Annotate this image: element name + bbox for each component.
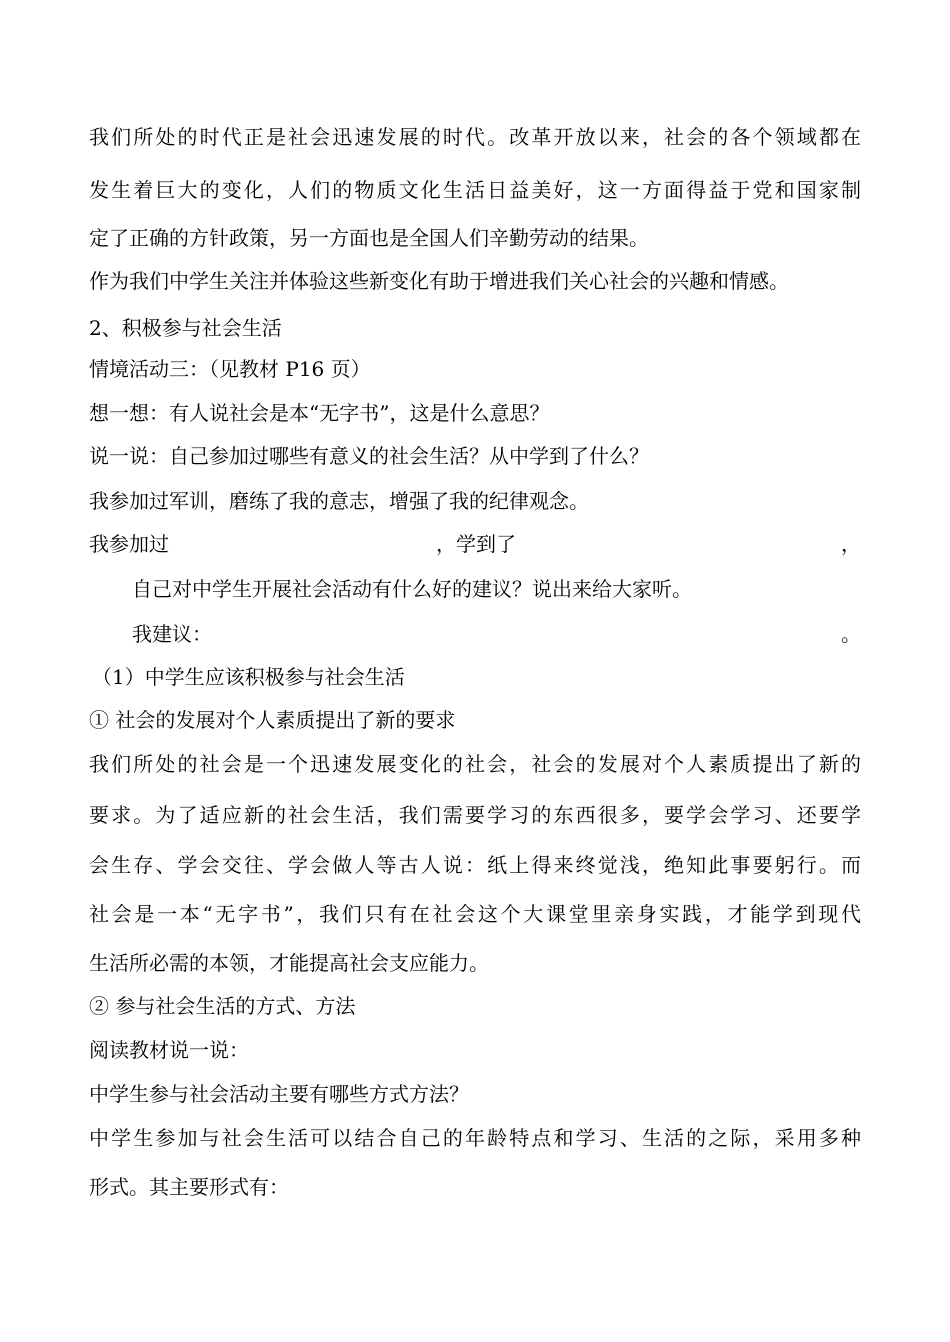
para-line-4: 社会是一本“无字书”，我们只有在社会这个大课堂里亲身实践，才能学到现代 [89,902,861,926]
think-prompt: 想一想：有人说社会是本“无字书”，这是什么意思？ [89,401,550,425]
fill-part-3: ， [841,532,861,556]
section-heading: 2、积极参与社会生活 [89,316,282,340]
suggest-question: 自己对中学生开展社会活动有什么好的建议？说出来给大家听。 [132,577,692,601]
fill-in-row [89,531,861,557]
answer-line-1: 中学生参加与社会生活可以结合自己的年龄特点和学习、生活的之际，采用多种 [89,1126,861,1150]
para-line-1: 我们所处的社会是一个迅速发展变化的社会，社会的发展对个人素质提出了新的 [89,752,861,776]
para-line-2: 要求。为了适应新的社会生活，我们需要学习的东西很多，要学会学习、还要学 [89,803,861,827]
intro-line-4: 作为我们中学生关注并体验这些新变化有助于增进我们关心社会的兴趣和情感。 [89,269,789,293]
para-line-3: 会生存、学会交往、学会做人等古人说：纸上得来终觉浅，绝知此事要躬行。而 [89,853,861,877]
sub-heading-1: ① 社会的发展对个人素质提出了新的要求 [89,708,456,732]
example-answer: 我参加过军训，磨练了我的意志，增强了我的纪律观念。 [89,489,589,513]
say-prompt: 说一说：自己参加过哪些有意义的社会生活？从中学到了什么？ [89,444,649,468]
read-prompt: 阅读教材说一说： [89,1038,249,1062]
intro-line-3: 定了正确的方针政策，另一方面也是全国人们辛勤劳动的结果。 [89,226,649,250]
question: 中学生参与社会活动主要有哪些方式方法？ [89,1082,469,1106]
answer-line-2: 形式。其主要形式有： [89,1175,289,1199]
intro-line-1: 我们所处的时代正是社会迅速发展的时代。改革开放以来，社会的各个领域都在 [89,125,861,149]
suggest-label: 我建议： [132,622,212,646]
para-line-5: 生活所必需的本领，才能提高社会支应能力。 [89,951,489,975]
intro-line-2: 发生着巨大的变化，人们的物质文化生活日益美好，这一方面得益于党和国家制 [89,178,861,202]
fill-part-1: 我参加过 [89,532,169,556]
suggest-row [89,621,861,647]
suggest-end: 。 [841,622,861,646]
point-heading: （1）中学生应该积极参与社会生活 [92,665,405,689]
sub-heading-2: ② 参与社会生活的方式、方法 [89,994,356,1018]
fill-part-2: ，学到了 [436,532,516,556]
activity-title: 情境活动三：（见教材 P16 页） [89,357,371,381]
